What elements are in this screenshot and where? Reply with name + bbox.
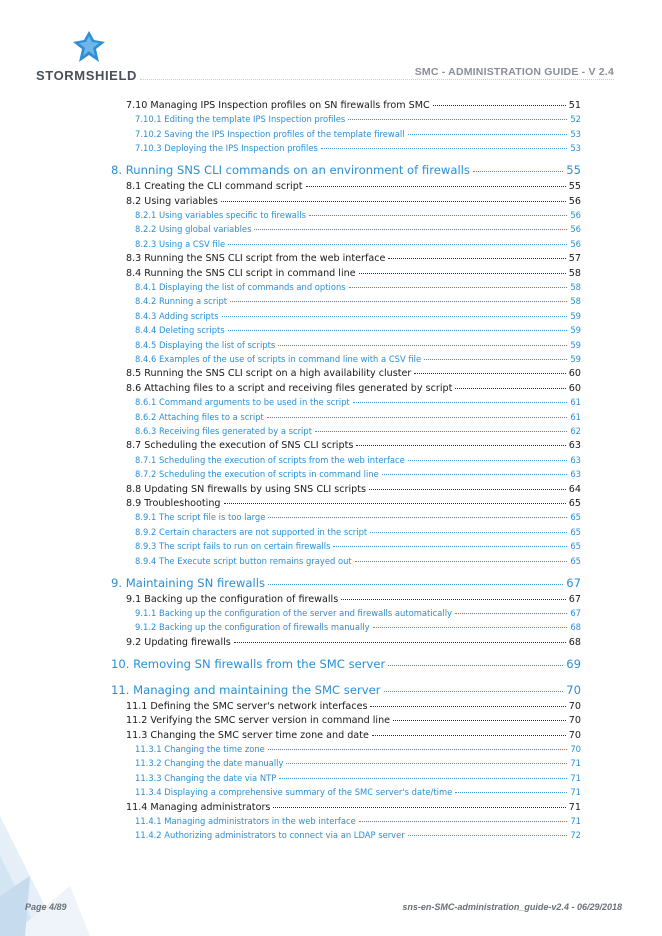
toc-entry-page: 67 <box>566 575 581 590</box>
toc-entry[interactable] <box>126 730 581 741</box>
toc-entry[interactable] <box>135 296 581 306</box>
toc-entry[interactable] <box>135 556 581 566</box>
toc-entry-title: 8.9.3 The script fails to run on certain firewalls <box>135 541 331 552</box>
toc-dot-leader <box>234 642 566 643</box>
toc-entry-title: 11.3.2 Changing the date manually <box>135 758 284 769</box>
toc-entry-page: 68 <box>570 622 581 633</box>
toc-dot-leader <box>356 445 565 446</box>
toc-entry[interactable] <box>126 498 581 509</box>
toc-entry-title: 8.7.1 Scheduling the execution of scripts from the web interface <box>135 454 405 465</box>
toc-dot-leader <box>408 134 568 135</box>
toc-dot-leader <box>279 778 567 779</box>
toc-entry[interactable] <box>135 787 581 797</box>
toc-dot-leader <box>370 532 567 533</box>
toc-entry[interactable] <box>126 594 581 605</box>
toc-entry-title: 8.6.1 Command arguments to be used in the script <box>135 397 350 408</box>
toc-dot-leader <box>230 301 567 302</box>
toc-entry[interactable] <box>126 268 581 279</box>
toc-entry[interactable] <box>135 541 581 551</box>
toc-entry-title: 8.4.6 Examples of the use of scripts in command line with a CSV file <box>135 354 422 364</box>
toc-entry-page: 55 <box>568 181 581 193</box>
toc-entry-title: 9.1.2 Backing up the configuration of firewalls manually <box>135 622 370 633</box>
toc-dot-leader <box>353 402 568 403</box>
toc-entry-title: 8.9.2 Certain characters are not supported in the script <box>135 526 368 537</box>
toc-entry[interactable] <box>126 100 581 111</box>
toc-entry-page: 67 <box>570 608 581 618</box>
toc-entry[interactable] <box>135 744 581 754</box>
toc-entry[interactable] <box>111 163 581 177</box>
toc-entry-page: 61 <box>570 411 581 422</box>
toc-dot-leader <box>341 599 566 600</box>
toc-entry[interactable] <box>135 830 581 840</box>
toc-entry-title: 11.4.2 Authorizing administrators to connect via an LDAP server <box>135 830 405 841</box>
toc-entry[interactable] <box>126 368 581 379</box>
toc-entry[interactable] <box>135 282 581 292</box>
toc-dot-leader <box>306 186 566 187</box>
toc-dot-leader <box>388 665 563 666</box>
decorative-corner-graphic <box>0 796 120 936</box>
toc-entry[interactable] <box>126 181 581 192</box>
toc-entry-page: 70 <box>570 744 581 754</box>
toc-entry[interactable] <box>135 773 581 783</box>
toc-entry-title: 11.3 Changing the SMC server time zone and date <box>126 729 369 741</box>
toc-entry[interactable] <box>135 816 581 826</box>
toc-entry-page: 60 <box>568 368 581 380</box>
toc-entry-title: 8.1 Creating the CLI command script <box>126 181 303 193</box>
toc-entry-title: 8.8 Updating SN firewalls by using SNS CLI scripts <box>126 483 366 495</box>
toc-entry-page: 65 <box>570 555 581 566</box>
toc-dot-leader <box>370 706 565 707</box>
toc-entry-page: 72 <box>570 830 581 841</box>
toc-dot-leader <box>268 749 568 750</box>
toc-dot-leader <box>222 316 568 317</box>
toc-dot-leader <box>372 735 566 736</box>
toc-entry-title: 8.7 Scheduling the execution of SNS CLI scripts <box>126 440 354 452</box>
toc-entry[interactable] <box>111 657 581 671</box>
logo-text: STORMSHIELD <box>36 68 137 83</box>
toc-entry-title: 8.2.1 Using variables specific to firewalls <box>135 210 306 220</box>
toc-entry-title: 8.2.2 Using global variables <box>135 224 252 235</box>
toc-entry-title: 9. Maintaining SN firewalls <box>111 575 265 590</box>
toc-dot-leader <box>424 359 567 360</box>
header-title: SMC - ADMINISTRATION GUIDE - V 2.4 <box>411 66 614 78</box>
toc-entry-title: 8.6.3 Receiving files generated by a script <box>135 426 312 436</box>
toc-entry-page: 62 <box>570 426 581 436</box>
toc-entry-page: 70 <box>568 729 581 741</box>
toc-entry-page: 51 <box>568 100 581 111</box>
toc-dot-leader <box>414 373 565 374</box>
toc-dot-leader <box>359 273 566 274</box>
toc-dot-leader <box>267 417 568 418</box>
toc-entry-title: 8.4.4 Deleting scripts <box>135 325 225 336</box>
toc-entry[interactable] <box>135 354 581 364</box>
toc-entry-page: 59 <box>570 310 581 321</box>
toc-entry[interactable] <box>135 239 581 249</box>
toc-entry[interactable] <box>126 253 581 264</box>
toc-entry-title: 8.4.5 Displaying the list of scripts <box>135 339 276 350</box>
toc-dot-leader <box>373 627 568 628</box>
toc-entry[interactable] <box>135 412 581 422</box>
toc-dot-leader <box>315 431 567 432</box>
toc-entry[interactable] <box>126 802 581 813</box>
toc-entry-title: 11.3.3 Changing the date via NTP <box>135 772 277 783</box>
toc-entry-title: 8.9 Troubleshooting <box>126 498 221 509</box>
toc-entry-title: 8.9.4 The Execute script button remains grayed out <box>135 555 352 566</box>
toc-entry[interactable] <box>111 576 581 590</box>
toc-entry-title: 8.9.1 The script file is too large <box>135 512 266 523</box>
toc-entry[interactable] <box>135 455 581 465</box>
toc-entry-page: 58 <box>568 267 581 279</box>
toc-entry-title: 8.3 Running the SNS CLI script from the web interface <box>126 253 386 265</box>
toc-dot-leader <box>433 105 566 106</box>
toc-dot-leader <box>388 258 565 259</box>
toc-entry-page: 65 <box>570 526 581 537</box>
toc-dot-leader <box>224 503 566 504</box>
toc-entry-page: 53 <box>570 143 581 154</box>
toc-dot-leader <box>348 119 567 120</box>
toc-entry[interactable] <box>126 440 581 451</box>
toc-entry-title: 8.2.3 Using a CSV file <box>135 238 226 249</box>
toc-entry-title: 11.1 Defining the SMC server's network interfaces <box>126 700 368 712</box>
toc-entry-page: 65 <box>568 498 581 509</box>
toc-entry-page: 70 <box>566 682 581 697</box>
toc-entry-title: 8.2 Using variables <box>126 195 218 207</box>
toc-entry-page: 71 <box>570 816 581 826</box>
toc-dot-leader <box>408 835 568 836</box>
toc-entry-page: 70 <box>568 715 581 727</box>
toc-entry-title: 7.10 Managing IPS Inspection profiles on SN firewalls from SMC <box>126 100 430 111</box>
toc-entry-page: 63 <box>568 440 581 452</box>
toc-dot-leader <box>455 613 567 614</box>
toc-entry-page: 71 <box>570 787 581 798</box>
toc-dot-leader <box>278 345 567 346</box>
toc-entry-title: 8.6.2 Attaching files to a script <box>135 411 264 422</box>
toc-entry[interactable] <box>135 340 581 350</box>
toc-entry[interactable] <box>126 484 581 495</box>
toc-entry-page: 65 <box>570 541 581 552</box>
toc-dot-leader <box>254 229 567 230</box>
toc-dot-leader <box>221 201 566 202</box>
toc-dot-leader <box>349 287 568 288</box>
toc-entry-title: 11.4 Managing administrators <box>126 801 271 813</box>
toc-entry[interactable] <box>135 527 581 537</box>
stormshield-star-icon <box>72 30 106 64</box>
toc-entry[interactable] <box>135 224 581 234</box>
toc-dot-leader <box>408 460 568 461</box>
toc-entry[interactable] <box>135 129 581 139</box>
toc-entry-page: 56 <box>570 224 581 235</box>
toc-dot-leader <box>382 474 568 475</box>
toc-entry-page: 65 <box>570 512 581 523</box>
toc-entry-page: 58 <box>570 296 581 307</box>
toc-dot-leader <box>268 584 563 585</box>
toc-dot-leader <box>384 691 564 692</box>
toc-entry[interactable] <box>135 426 581 436</box>
toc-entry-page: 71 <box>568 801 581 813</box>
toc-dot-leader <box>455 792 567 793</box>
toc-entry[interactable] <box>126 701 581 712</box>
toc-entry-page: 70 <box>568 700 581 712</box>
toc-entry[interactable] <box>135 114 581 124</box>
toc-entry-page: 68 <box>568 636 581 648</box>
toc-dot-leader <box>393 720 566 721</box>
toc-entry-title: 7.10.2 Saving the IPS Inspection profiles of the template firewall <box>135 128 405 139</box>
toc-entry[interactable] <box>135 469 581 479</box>
toc-dot-leader <box>228 244 567 245</box>
toc-dot-leader <box>228 330 568 331</box>
toc-entry-title: 9.2 Updating firewalls <box>126 636 231 648</box>
toc-dot-leader <box>333 546 567 547</box>
toc-dot-leader <box>473 171 563 172</box>
toc-entry-title: 11. Managing and maintaining the SMC server <box>111 682 381 697</box>
toc-entry-page: 61 <box>570 397 581 408</box>
toc-entry-title: 8.4.1 Displaying the list of commands and options <box>135 282 346 292</box>
toc-entry-title: 7.10.3 Deploying the IPS Inspection profiles <box>135 143 318 154</box>
toc-entry[interactable] <box>126 196 581 207</box>
toc-dot-leader <box>355 561 568 562</box>
toc-entry-title: 11.2 Verifying the SMC server version in command line <box>126 715 391 727</box>
toc-dot-leader <box>369 489 566 490</box>
toc-entry-title: 8.4.2 Running a script <box>135 296 228 307</box>
toc-entry-page: 52 <box>570 114 581 125</box>
toc-entry-page: 56 <box>570 238 581 249</box>
toc-entry-title: 8.6 Attaching files to a script and receiving files generated by script <box>126 382 453 394</box>
logo <box>36 30 156 85</box>
toc-entry[interactable] <box>126 383 581 394</box>
toc-entry-page: 67 <box>568 593 581 605</box>
toc-entry-page: 59 <box>570 354 581 364</box>
toc-entry-page: 71 <box>570 758 581 769</box>
toc-entry-title: 9.1.1 Backing up the configuration of the server and firewalls automatically <box>135 608 453 618</box>
toc-entry-page: 59 <box>570 325 581 336</box>
toc-dot-leader <box>309 215 567 216</box>
toc-dot-leader <box>273 807 565 808</box>
document-reference: sns-en-SMC-administration_guide-v2.4 - 06/29/2018 <box>402 902 622 912</box>
toc-entry[interactable] <box>135 143 581 153</box>
toc-entry-page: 60 <box>568 382 581 394</box>
toc-entry-title: 11.3.1 Changing the time zone <box>135 744 265 754</box>
toc-entry-page: 56 <box>568 195 581 207</box>
toc-entry-page: 63 <box>570 454 581 465</box>
toc-dot-leader <box>268 517 567 518</box>
toc-dot-leader <box>321 148 567 149</box>
header-divider <box>140 79 614 80</box>
toc-entry-page: 53 <box>570 128 581 139</box>
toc-entry[interactable] <box>135 311 581 321</box>
toc-entry[interactable] <box>126 637 581 648</box>
toc-entry-page: 64 <box>568 483 581 495</box>
toc-entry-page: 56 <box>570 210 581 220</box>
toc-entry[interactable] <box>135 397 581 407</box>
page-number: Page 4/89 <box>25 902 67 912</box>
toc-entry[interactable] <box>135 210 581 220</box>
toc-dot-leader <box>455 388 565 389</box>
toc-entry[interactable] <box>111 683 581 697</box>
toc-entry-title: 11.3.4 Displaying a comprehensive summary of the SMC server's date/time <box>135 787 453 798</box>
toc-entry-title: 8.4 Running the SNS CLI script in command line <box>126 267 356 279</box>
toc-entry-page: 58 <box>570 282 581 292</box>
toc-entry[interactable] <box>135 512 581 522</box>
toc-entry[interactable] <box>135 758 581 768</box>
toc-entry-title: 8. Running SNS CLI commands on an environment of firewalls <box>111 163 470 178</box>
toc-entry-page: 71 <box>570 772 581 783</box>
toc-entry-title: 10. Removing SN firewalls from the SMC server <box>111 656 386 671</box>
toc-dot-leader <box>286 763 567 764</box>
toc-entry-title: 8.7.2 Scheduling the execution of scripts in command line <box>135 469 379 480</box>
toc-entry-page: 59 <box>570 339 581 350</box>
toc-entry[interactable] <box>135 608 581 618</box>
toc-entry-page: 57 <box>568 253 581 265</box>
toc-entry[interactable] <box>135 325 581 335</box>
toc-dot-leader <box>359 821 568 822</box>
toc-entry-page: 69 <box>566 656 581 671</box>
toc-entry-title: 11.4.1 Managing administrators in the web interface <box>135 816 356 826</box>
toc-entry[interactable] <box>126 715 581 726</box>
toc-entry-page: 63 <box>570 469 581 480</box>
toc-entry-title: 8.5 Running the SNS CLI script on a high availability cluster <box>126 368 412 380</box>
toc-entry-title: 8.4.3 Adding scripts <box>135 310 219 321</box>
toc-entry-page: 55 <box>566 163 581 178</box>
toc-entry-title: 9.1 Backing up the configuration of firewalls <box>126 593 339 605</box>
toc-entry-title: 7.10.1 Editing the template IPS Inspection profiles <box>135 114 346 125</box>
toc-entry[interactable] <box>135 622 581 632</box>
